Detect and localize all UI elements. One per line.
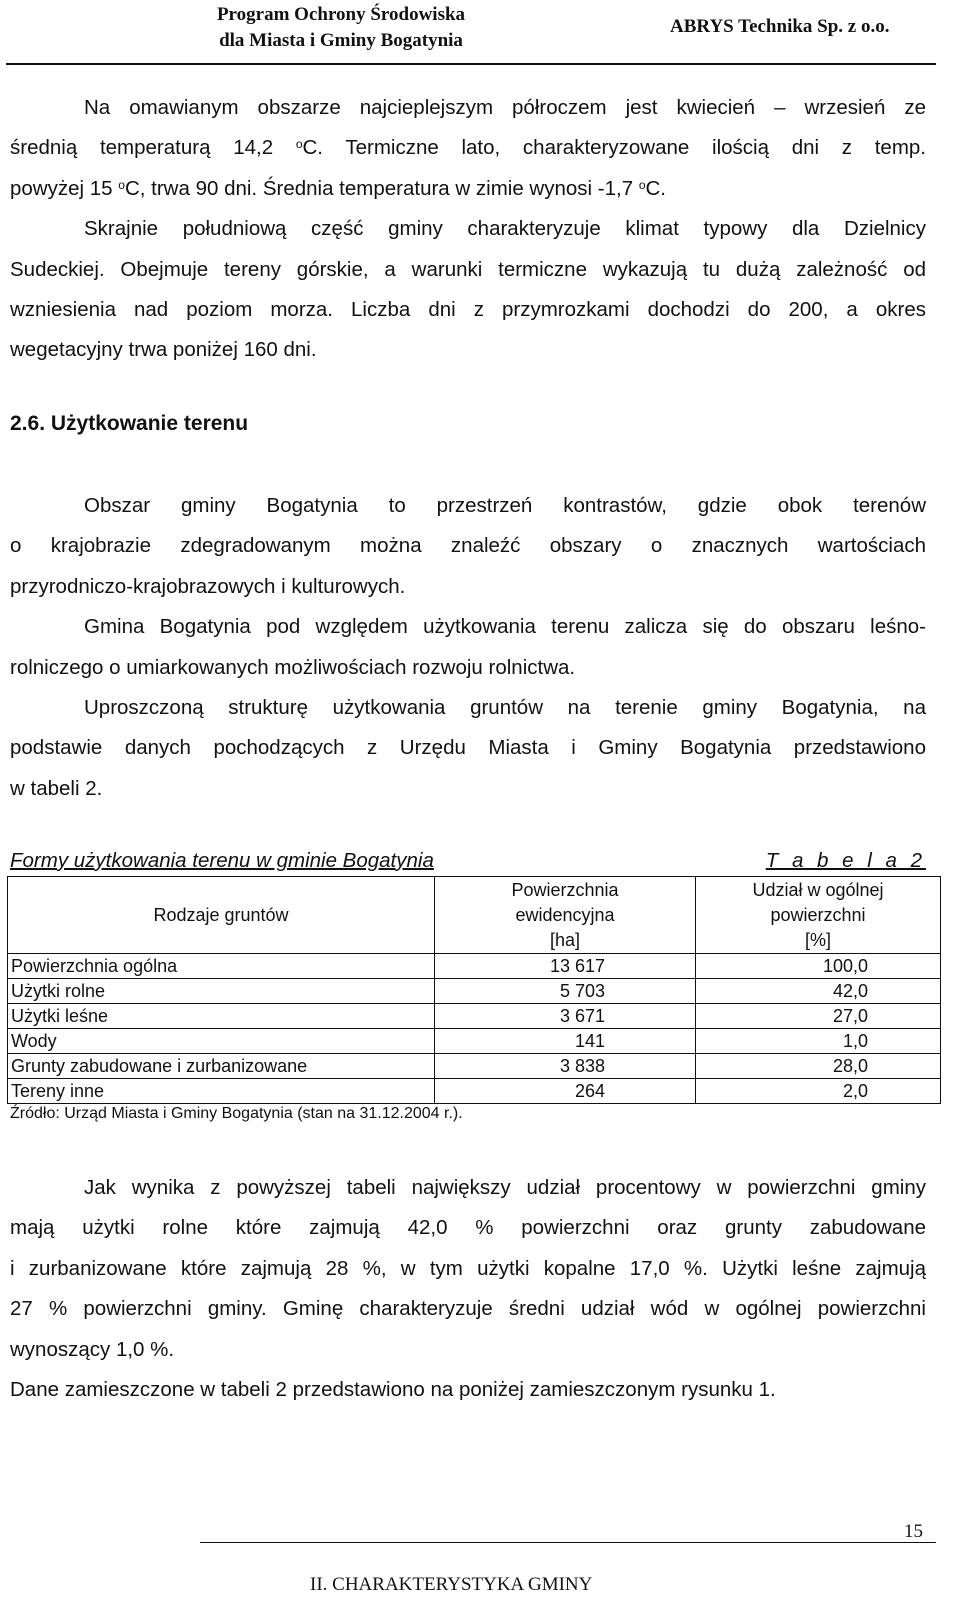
text-line: Sudeckiej. Obejmuje tereny górskie, a warunki termiczne wykazują tu dużą zależność od <box>10 257 926 281</box>
cell-share: 100,0 <box>696 954 941 979</box>
text-line: mają użytki rolne które zajmują 42,0 % powierzchni oraz grunty zabudowane <box>10 1216 926 1240</box>
cell-share: 28,0 <box>696 1054 941 1079</box>
cell-area: 3 838 <box>435 1054 696 1079</box>
table-row <box>8 1029 941 1054</box>
text-line: i zurbanizowane które zajmują 28 %, w tym użytki kopalne 17,0 %. Użytki leśne zajmują <box>10 1256 926 1280</box>
cell-share: 1,0 <box>696 1029 941 1054</box>
text-line: Dane zamieszczone w tabeli 2 przedstawiono na poniżej zamieszczonym rysunku 1. <box>10 1378 776 1402</box>
header-title-line1: Program Ochrony Środowiska <box>216 4 466 25</box>
cell-type: Tereny inne <box>8 1079 435 1104</box>
text-line: Obszar gminy Bogatynia to przestrzeń kontrastów, gdzie obok terenów <box>84 494 926 517</box>
text-line: Jak wynika z powyższej tabeli największy udział procentowy w powierzchni gminy <box>84 1176 926 1199</box>
cell-type: Użytki leśne <box>8 1004 435 1029</box>
land-use-table <box>7 876 941 1104</box>
text-line: wynoszący 1,0 %. <box>10 1337 175 1361</box>
text-line: wegetacyjny trwa poniżej 160 dni. <box>10 338 317 362</box>
cell-type: Wody <box>8 1029 435 1054</box>
table-label: T a b e l a 2 <box>765 849 926 872</box>
header-cell-type: Rodzaje gruntów <box>8 877 435 954</box>
header-company: ABRYS Technika Sp. z o.o. <box>670 16 890 37</box>
header-cell-area: Powierzchnia ewidencyjna [ha] <box>435 877 696 954</box>
text-line: przyrodniczo-krajobrazowych i kulturowych. <box>10 574 406 598</box>
text-line: podstawie danych pochodzących z Urzędu Miasta i Gminy Bogatynia przedstawiono <box>10 736 926 760</box>
cell-area: 3 671 <box>435 1004 696 1029</box>
text-line: Uproszczoną strukturę użytkowania gruntów na terenie gminy Bogatynia, na <box>84 696 926 720</box>
paragraph-climate <box>10 88 926 371</box>
table-row <box>8 1054 941 1079</box>
footer-chapter-title: II. CHARAKTERYSTYKA GMINY <box>310 1574 593 1595</box>
page-number: 15 <box>904 1521 923 1542</box>
table-header-row <box>8 877 941 954</box>
section-heading: 2.6. Użytkowanie terenu <box>10 412 249 435</box>
cell-type: Powierzchnia ogólna <box>8 954 435 979</box>
cell-area: 5 703 <box>435 979 696 1004</box>
header-cell-share: Udział w ogólnej powierzchni [%] <box>696 877 941 954</box>
cell-type: Grunty zabudowane i zurbanizowane <box>8 1054 435 1079</box>
cell-share: 2,0 <box>696 1079 941 1104</box>
text-line: w tabeli 2. <box>10 776 103 800</box>
header-divider <box>6 63 936 65</box>
footer-divider <box>200 1542 936 1543</box>
text-line: powyżej 15 $^o$C, trwa 90 dni. Średnia temperatura w zimie wynosi -1,7 $^o$C. <box>10 176 666 200</box>
table-caption <box>10 846 926 876</box>
cell-area: 264 <box>435 1079 696 1104</box>
text-line: Gmina Bogatynia pod względem użytkowania terenu zalicza się do obszaru leśno- <box>84 615 926 639</box>
paragraph-summary <box>10 1168 926 1410</box>
cell-share: 27,0 <box>696 1004 941 1029</box>
table-source-note: Źródło: Urząd Miasta i Gminy Bogatynia (stan na 31.12.2004 r.). <box>10 1105 463 1122</box>
table-row <box>8 979 941 1004</box>
text-line: rolniczego o umiarkowanych możliwościach rozwoju rolnictwa. <box>10 655 576 679</box>
table-row <box>8 954 941 979</box>
text-line: wzniesienia nad poziom morza. Liczba dni z przymrozkami dochodzi do 200, a okres <box>10 298 926 322</box>
text-line: o krajobrazie zdegradowanym można znaleźć obszary o znacznych wartościach <box>10 534 926 558</box>
table-row <box>8 1079 941 1104</box>
cell-type: Użytki rolne <box>8 979 435 1004</box>
table-title: Formy użytkowania terenu w gminie Bogatynia <box>10 849 434 872</box>
text-line: 27 % powierzchni gminy. Gminę charakteryzuje średni udział wód w ogólnej powierzchni <box>10 1297 926 1321</box>
cell-area: 13 617 <box>435 954 696 979</box>
header-program-title <box>196 2 486 54</box>
text-line: Skrajnie południową część gminy charakteryzuje klimat typowy dla Dzielnicy <box>84 217 926 241</box>
cell-share: 42,0 <box>696 979 941 1004</box>
header-title-line2: dla Miasta i Gminy Bogatynia <box>219 30 463 51</box>
table-row <box>8 1004 941 1029</box>
cell-area: 141 <box>435 1029 696 1054</box>
text-line: średnią temperaturą 14,2 $^o$C. Termiczne lato, charakteryzowane ilością dni z temp. <box>10 136 926 160</box>
paragraph-land-use <box>10 486 926 809</box>
text-line: Na omawianym obszarze najcieplejszym półroczem jest kwiecień – wrzesień ze <box>84 96 926 119</box>
